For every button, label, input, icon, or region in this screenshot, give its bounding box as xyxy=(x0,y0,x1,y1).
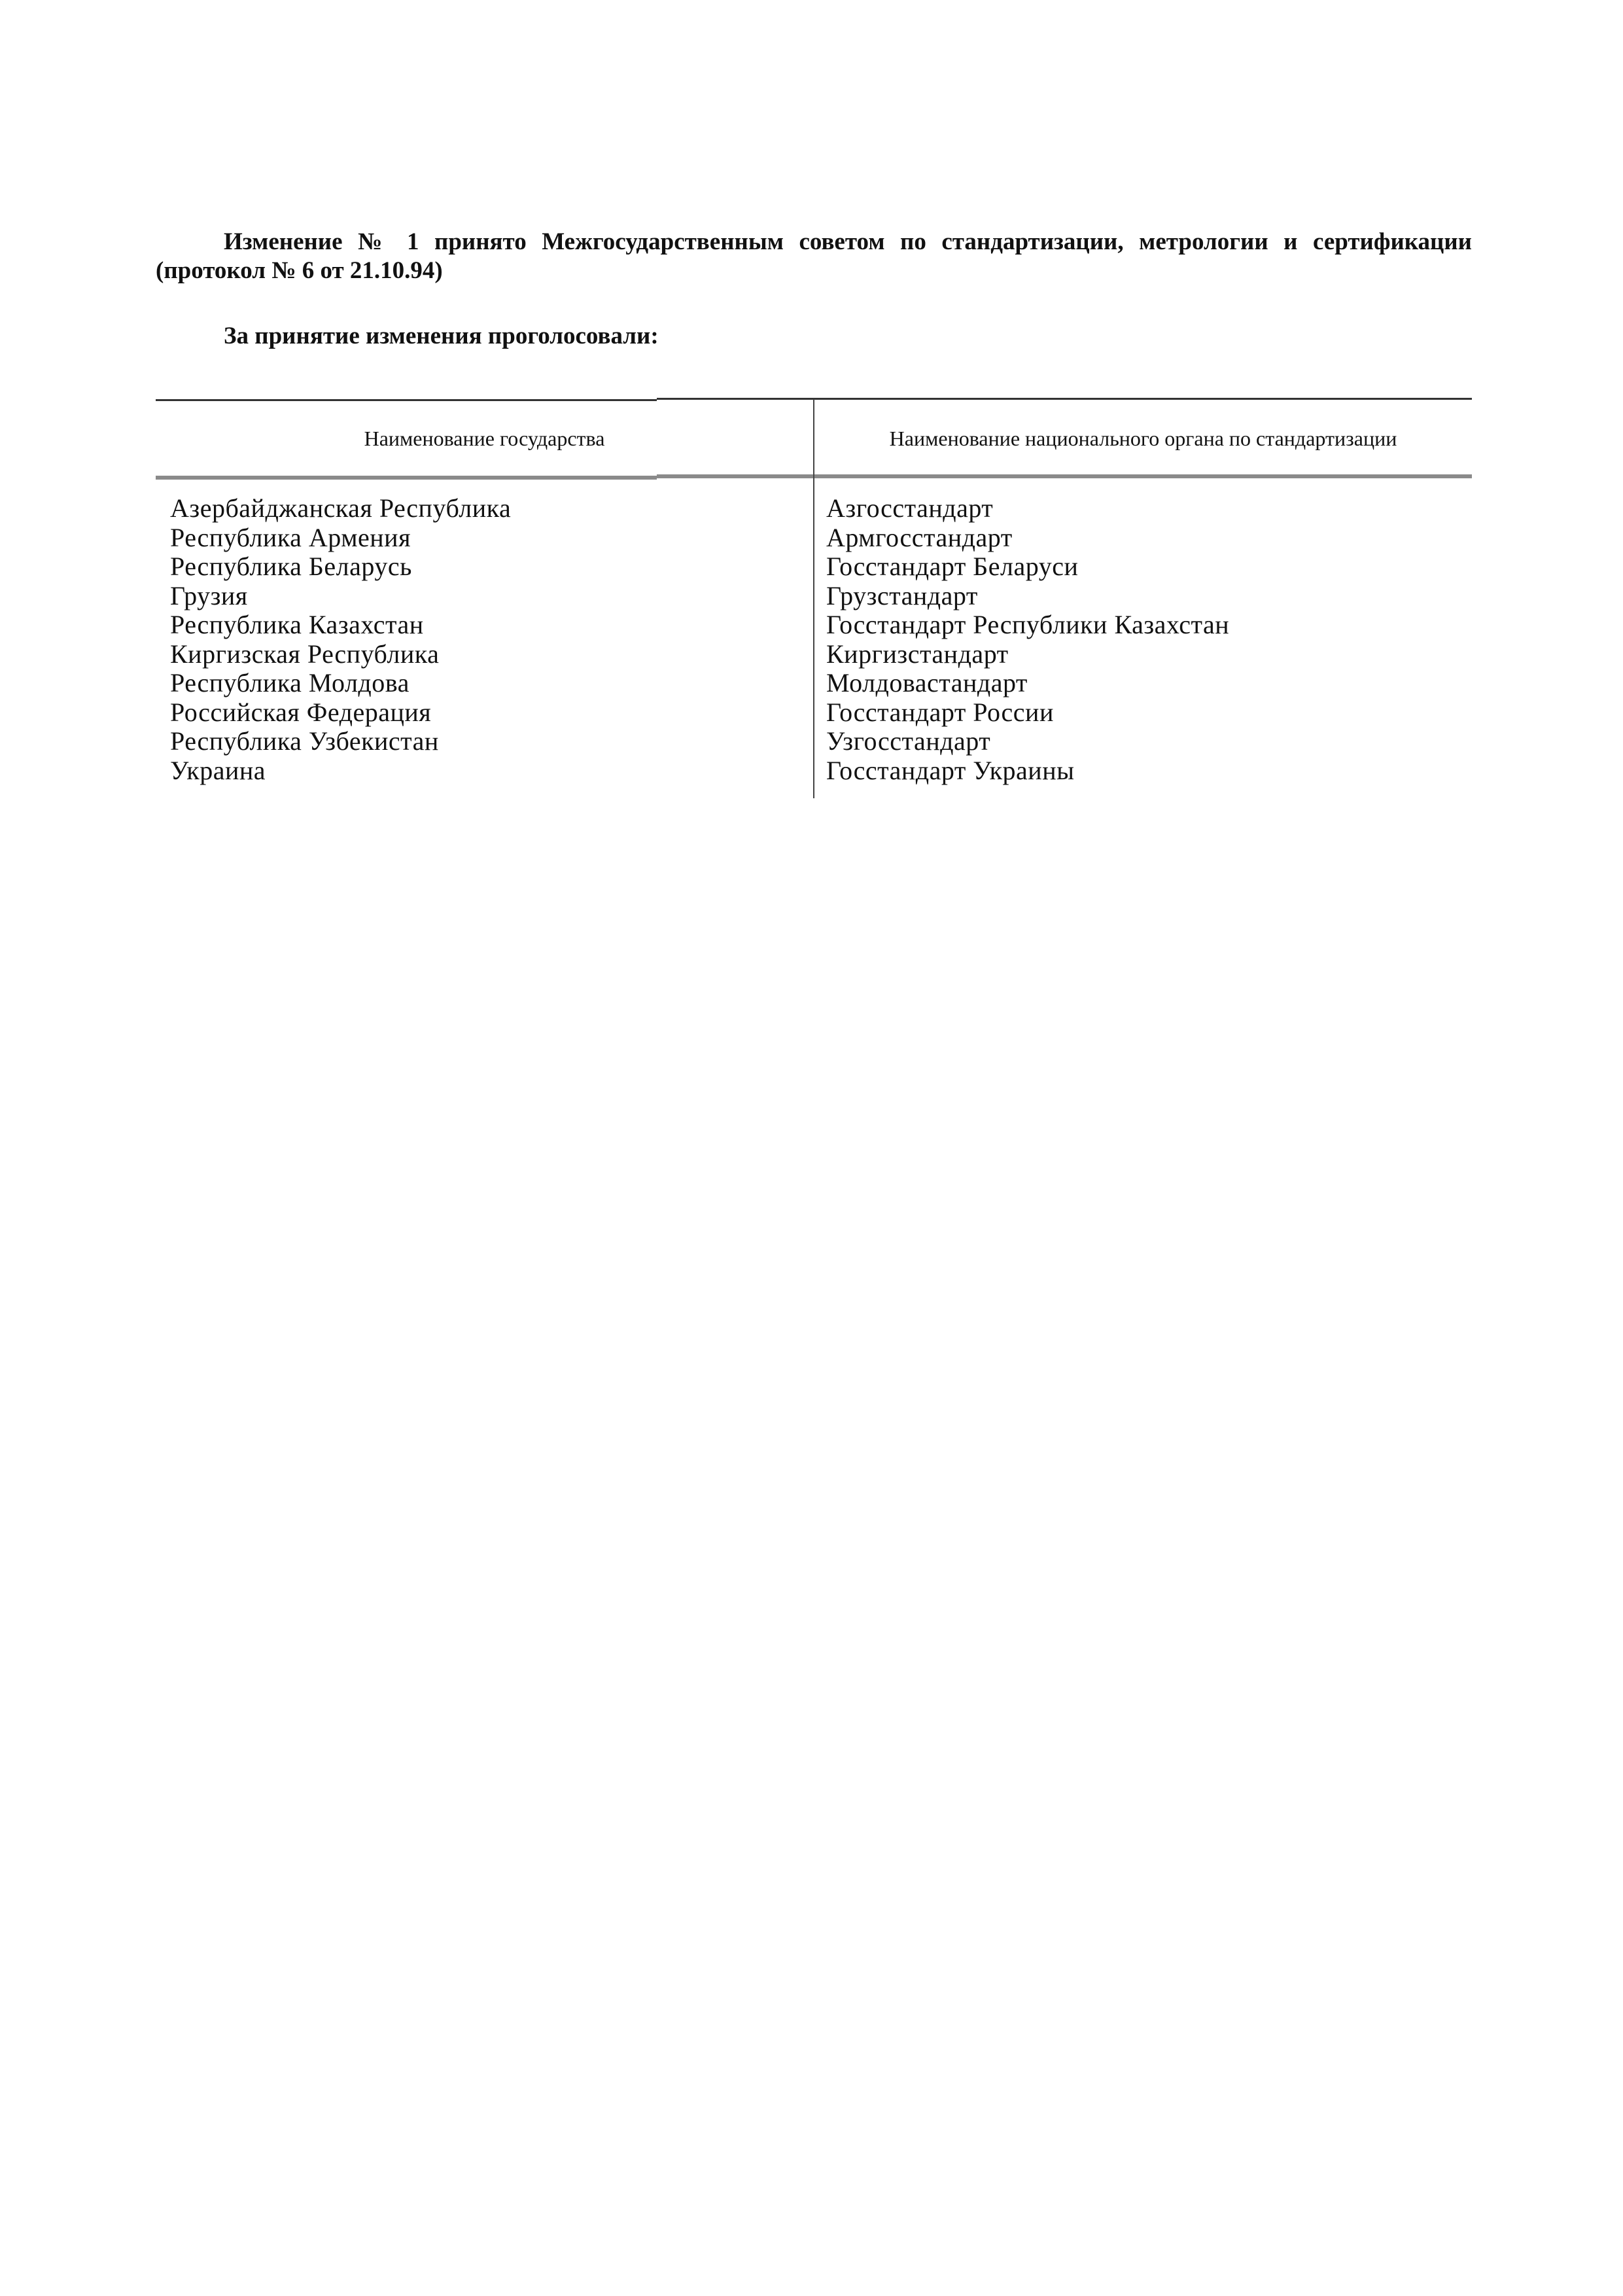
column-header-standards-body: Наименование национального органа по стандартизации xyxy=(889,427,1397,450)
voting-table xyxy=(156,399,1472,798)
table-column-divider xyxy=(813,399,814,798)
table-header-rule-right xyxy=(657,474,1472,478)
state-name: Киргизская Республика xyxy=(170,639,440,669)
state-name: Азербайджанская Республика xyxy=(170,493,512,523)
standards-body-name: Госстандарт России xyxy=(826,697,1054,727)
standards-body-name: Госстандарт Украины xyxy=(826,755,1075,785)
state-name: Республика Казахстан xyxy=(170,610,424,639)
state-name: Республика Молдова xyxy=(170,668,410,698)
state-name: Республика Узбекистан xyxy=(170,726,439,756)
state-name: Республика Беларусь xyxy=(170,552,412,581)
standards-body-name: Госстандарт Беларуси xyxy=(826,552,1079,581)
state-name: Российская Федерация xyxy=(170,697,432,727)
standards-body-name: Молдовастандарт xyxy=(826,668,1028,698)
amendment-intro-paragraph: Изменение № 1 принято Межгосударственным советом по стандартизации, метрологии и сертификации (протокол № 6 от 21.10.94) xyxy=(156,228,1472,284)
standards-body-name: Узгосстандарт xyxy=(826,726,991,756)
state-name: Грузия xyxy=(170,580,248,610)
standards-body-name: Киргизстандарт xyxy=(826,639,1009,669)
state-name: Республика Армения xyxy=(170,522,411,552)
table-header-rule-left xyxy=(156,476,657,480)
state-name-list xyxy=(170,494,511,785)
state-name: Украина xyxy=(170,755,266,785)
table-top-rule-right xyxy=(657,398,1472,400)
standards-body-name: Армгосстандарт xyxy=(826,522,1013,552)
standards-body-list xyxy=(826,494,1229,785)
voted-heading: За принятие изменения проголосовали: xyxy=(224,323,659,349)
table-top-rule-left xyxy=(156,399,657,401)
standards-body-name: Азгосстандарт xyxy=(826,493,994,523)
standards-body-name: Госстандарт Республики Казахстан xyxy=(826,610,1230,639)
standards-body-name: Грузстандарт xyxy=(826,580,978,610)
column-header-state: Наименование государства xyxy=(364,427,605,450)
